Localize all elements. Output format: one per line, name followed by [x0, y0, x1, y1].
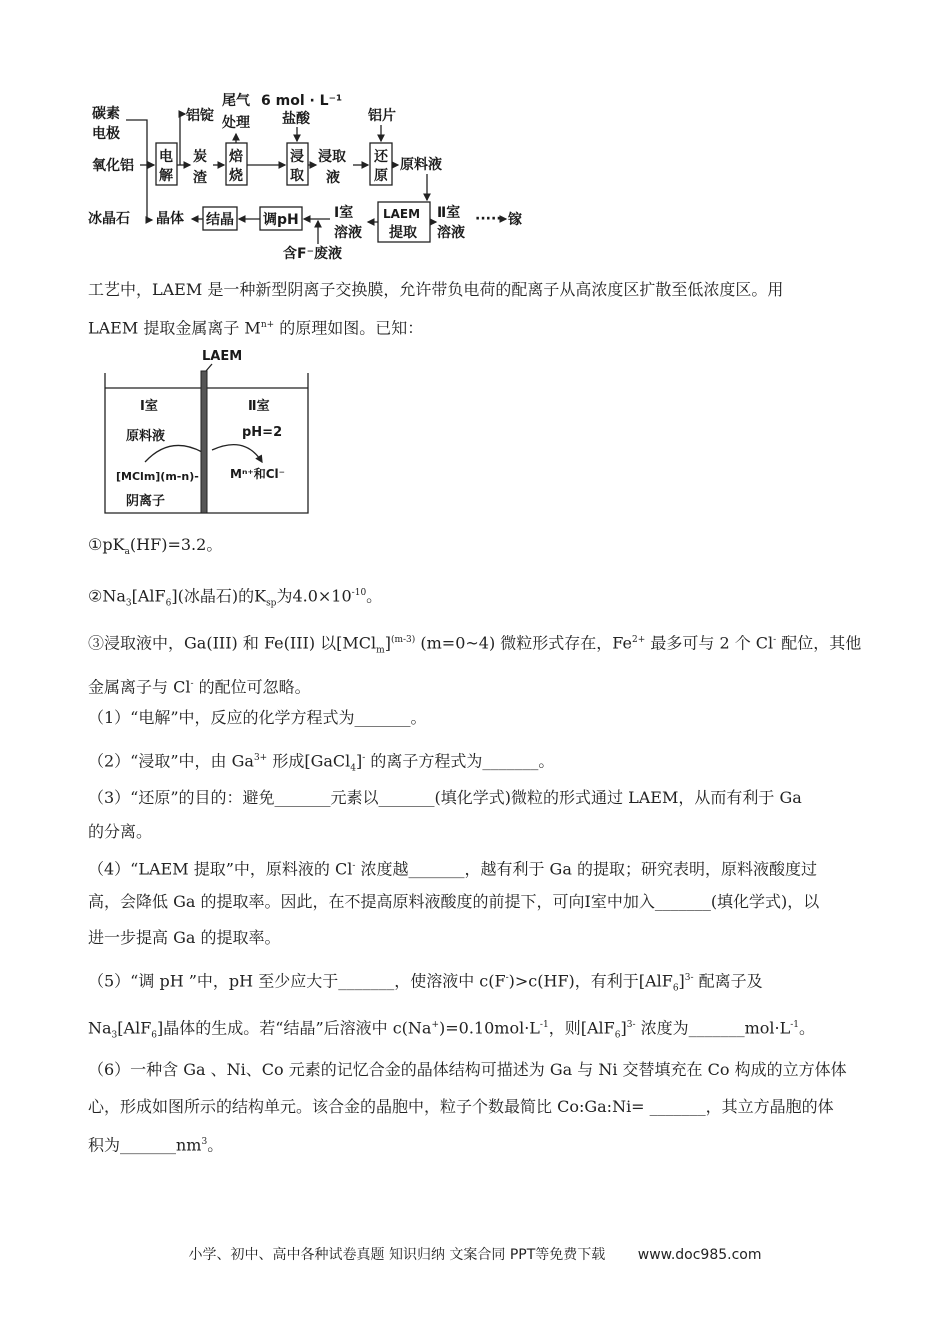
box-adjust-ph-label: 调pH [263, 212, 299, 228]
text-supscript: 3- [626, 1020, 636, 1030]
label-chamber1-solution-1: Ⅰ室 [334, 205, 354, 221]
text-segment: 金属离子与 Cl [88, 677, 191, 697]
text-line [88, 280, 783, 300]
feed-label: 原料液 [126, 429, 166, 444]
text-segment: )>c(HF)，有利于[AlF [508, 971, 673, 991]
membrane-label: LAEM [202, 349, 243, 364]
label-leachate-1: 浸取 [318, 149, 346, 165]
text-subscript: 6 [672, 983, 679, 994]
text-segment: （3）“还原”的目的：避免_______元素以_______(填化学式)微粒的形式通过 LAEM，从而有利于 Ga [88, 788, 802, 807]
text-segment: （4）“LAEM 提取”中，原料液的 Cl [88, 859, 353, 879]
text-supscript: 3- [684, 973, 694, 983]
text-supscript: -10 [351, 588, 367, 598]
membrane [201, 371, 207, 513]
text-supscript: - [505, 973, 509, 983]
text-segment: （5）“调 pH ”中，pH 至少应大于_______，使溶液中 c(F [88, 971, 506, 991]
text-subscript: 6 [614, 1030, 621, 1041]
arrow-left [145, 445, 202, 462]
text-segment: 高，会降低 Ga 的提取率。因此，在不提高原料液酸度的前提下，可向Ⅰ室中加入_______(填化学式)，以 [88, 892, 820, 911]
text-supscript: 3 [201, 1137, 208, 1147]
products-label: Mⁿ⁺和Cl⁻ [230, 467, 285, 481]
label-aluminum-ingot: 铝锭 [186, 108, 214, 124]
text-segment: ①pK [88, 535, 125, 554]
ph-label: pH=2 [242, 425, 283, 440]
text-segment: [AlF [131, 586, 166, 606]
text-line [88, 1015, 815, 1046]
text-segment: ](冰晶石)的K [171, 586, 267, 606]
text-line [88, 856, 817, 879]
process-flowchart [0, 0, 950, 270]
label-alumina: 氧化铝 [92, 158, 134, 174]
text-subscript: m [376, 645, 385, 656]
text-line [88, 1060, 847, 1080]
text-line [88, 788, 802, 808]
anion-label: 阴离子 [126, 494, 166, 509]
text-line [88, 674, 311, 697]
text-segment: ] [355, 751, 363, 771]
text-line [88, 748, 554, 779]
text-line [88, 968, 763, 999]
text-supscript: - [362, 753, 366, 763]
text-segment: Na [88, 1018, 112, 1038]
label-carbon-residue-2: 渣 [193, 170, 207, 186]
text-segment: ] [678, 971, 685, 991]
text-line [88, 535, 222, 562]
box-reduction-label-2: 原 [374, 168, 388, 184]
label-hcl: 盐酸 [282, 111, 310, 127]
box-reduction-label-1: 还 [374, 149, 388, 165]
text-subscript: 3 [111, 1030, 118, 1041]
text-segment: 为4.0×10 [276, 586, 352, 606]
text-segment: 最多可与 2 个 Cl [645, 633, 774, 653]
box-laem-label-2: 提取 [389, 225, 417, 241]
text-segment: 的配位可忽略。 [193, 677, 311, 697]
footer-link[interactable]: www.doc985.com [637, 1247, 762, 1263]
text-supscript: - [190, 679, 194, 689]
text-segment: ] [620, 1018, 627, 1038]
label-cryolite: 冰晶石 [88, 211, 130, 227]
label-feed-liquid: 原料液 [400, 157, 442, 173]
label-fluoride-waste: 含F⁻废液 [283, 246, 342, 262]
text-line [88, 583, 382, 614]
label-chamber2-solution-1: Ⅱ室 [437, 205, 461, 221]
text-line [88, 315, 423, 338]
box-electrolysis-label-2: 解 [159, 168, 173, 184]
text-supscript: - [352, 861, 356, 871]
text-subscript: sp [266, 598, 277, 609]
text-supscript: 3+ [253, 753, 268, 763]
text-segment: ]晶体的生成。若“结晶”后溶液中 c(Na [157, 1018, 432, 1038]
arrow-right [212, 445, 262, 462]
label-tail-gas-1: 尾气 [222, 93, 250, 109]
text-segment: )=0.10mol·L [439, 1018, 540, 1038]
text-segment: 的原理如图。已知： [274, 318, 424, 338]
box-roasting-label-2: 烧 [229, 168, 243, 184]
text-supscript: n+ [260, 320, 275, 330]
text-segment: ] [384, 633, 391, 653]
text-segment: 。 [207, 1135, 224, 1155]
box-electrolysis-label-1: 电 [159, 149, 173, 165]
text-segment: 浓度越_______，越有利于 Ga 的提取；研究表明，原料液酸度过 [355, 859, 817, 879]
laem-membrane-diagram [90, 340, 350, 520]
text-segment: 形成[GaCl [267, 751, 351, 771]
label-chamber2-solution-2: 溶液 [437, 225, 465, 241]
text-supscript: -1 [539, 1020, 549, 1030]
footer [0, 1244, 950, 1264]
text-subscript: 3 [125, 598, 132, 609]
label-carbon-electrode-1: 碳素 [92, 106, 120, 122]
footer-text: 小学、初中、高中各种试卷真题 知识归纳 文案合同 PPT等免费下载 [188, 1247, 606, 1263]
text-line [88, 708, 427, 728]
label-gallium: 镓 [508, 212, 522, 228]
box-crystallization-label: 结晶 [206, 212, 234, 228]
label-crystal: 晶体 [156, 211, 184, 227]
text-supscript: (m-3) [390, 635, 416, 645]
box-laem-label-1: LAEM [383, 207, 421, 221]
text-line [88, 1132, 223, 1155]
text-segment: 心，形成如图所示的结构单元。该合金的晶胞中，粒子个数最简比 Co:Ga:Ni= _______，其立方晶胞的体 [88, 1097, 834, 1116]
text-line [88, 630, 861, 661]
text-segment: 配离子及 [693, 971, 763, 991]
label-tail-gas-2: 处理 [222, 115, 250, 131]
text-subscript: 6 [165, 598, 172, 609]
label-leachate-2: 液 [326, 170, 340, 186]
label-carbon-electrode-2: 电极 [92, 126, 120, 142]
complex-anion-label: [MClm](m-n)- [116, 470, 199, 483]
text-segment: ②Na [88, 586, 126, 606]
text-segment: 工艺中，LAEM 是一种新型阴离子交换膜，允许带负电荷的配离子从高浓度区扩散至低浓度区。用 [88, 280, 784, 299]
text-segment: （6）一种含 Ga 、Ni、Co 元素的记忆合金的晶体结构可描述为 Ga 与 Ni 交替填充在 Co 构成的立方体体 [88, 1060, 847, 1079]
text-segment: 的离子方程式为_______。 [365, 751, 555, 771]
text-supscript: -1 [790, 1020, 800, 1030]
chamber2-label: Ⅱ室 [248, 399, 270, 414]
chamber1-label: Ⅰ室 [140, 399, 158, 414]
text-segment: 的分离。 [88, 822, 153, 841]
text-line [88, 1097, 834, 1117]
text-segment: (m=0~4) 微粒形式存在，Fe [415, 633, 632, 653]
text-segment: （1）“电解”中，反应的化学方程式为_______。 [88, 708, 427, 727]
box-roasting-label-1: 焙 [229, 149, 243, 165]
text-segment: [AlF [117, 1018, 152, 1038]
text-supscript: 2+ [631, 635, 646, 645]
label-hcl-conc: 6 mol · L⁻¹ [261, 93, 343, 109]
text-line [88, 892, 819, 912]
label-carbon-residue-1: 炭 [193, 149, 207, 165]
text-segment: ，则[AlF [548, 1018, 615, 1038]
text-segment: 进一步提高 Ga 的提取率。 [88, 928, 281, 947]
label-aluminum-sheet: 铝片 [368, 108, 396, 124]
label-dots: ····· [475, 211, 502, 227]
box-leaching-label-2: 取 [290, 168, 304, 184]
text-segment: 浓度为_______mol·L [635, 1018, 791, 1038]
text-line [88, 928, 281, 948]
text-supscript: + [431, 1020, 440, 1030]
text-segment: 积为_______nm [88, 1135, 202, 1155]
text-subscript: a [124, 547, 130, 558]
text-supscript: - [773, 635, 777, 645]
text-segment: (HF)=3.2。 [129, 535, 223, 554]
label-chamber1-solution-2: 溶液 [334, 225, 362, 241]
text-segment: 配位，其他 [776, 633, 862, 653]
text-subscript: 4 [350, 763, 356, 774]
text-subscript: 6 [151, 1030, 158, 1041]
box-leaching-label-1: 浸 [290, 149, 304, 165]
text-line [88, 822, 152, 842]
text-segment: ③浸取液中，Ga(III) 和 Fe(III) 以[MCl [88, 633, 377, 653]
text-segment: 。 [366, 586, 383, 606]
text-segment: （2）“浸取”中，由 Ga [88, 751, 254, 771]
text-segment: LAEM 提取金属离子 M [88, 318, 261, 338]
text-segment: 。 [799, 1018, 816, 1038]
